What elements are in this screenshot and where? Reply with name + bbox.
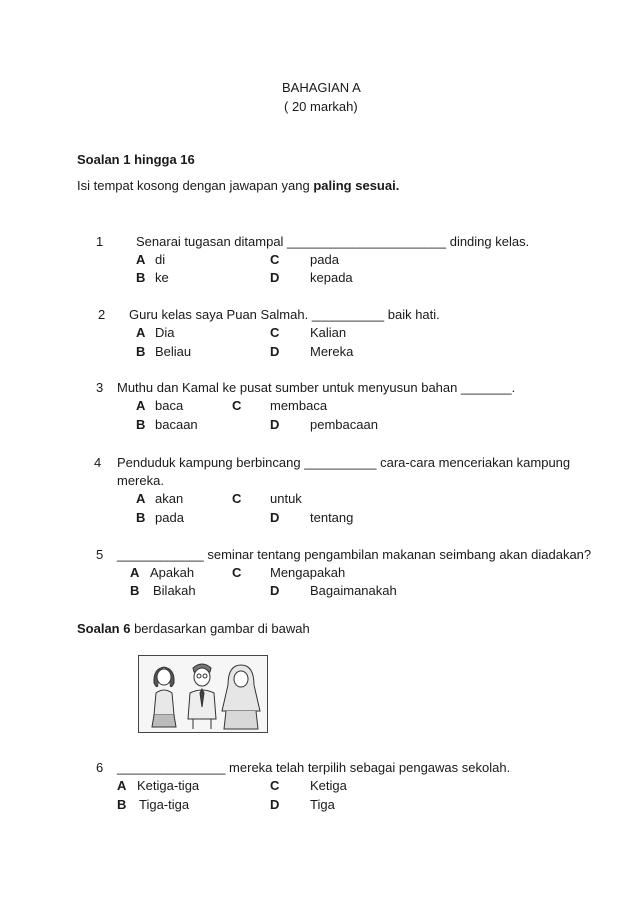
option-letter: D	[270, 417, 280, 432]
section-title: BAHAGIAN A	[282, 80, 361, 95]
question-number: 1	[96, 234, 104, 249]
option-text: Kalian	[310, 325, 347, 340]
instruction-prefix: Isi tempat kosong dengan jawapan yang	[77, 178, 314, 193]
option-letter: B	[136, 344, 146, 359]
option-letter: D	[270, 270, 280, 285]
option-letter: A	[130, 565, 140, 580]
question-number: 5	[96, 547, 104, 562]
question-text: Penduduk kampung berbincang __________ cara-cara menceriakan kampung	[117, 455, 571, 470]
option-text: baca	[155, 398, 184, 413]
option-text: Tiga-tiga	[139, 797, 190, 812]
option-text: kepada	[310, 270, 353, 285]
picture-question-instruction: berdasarkan gambar di bawah	[130, 621, 310, 636]
option-letter: A	[136, 491, 146, 506]
option-text: Ketiga-tiga	[137, 778, 200, 793]
question-text-continued: mereka.	[117, 473, 164, 488]
question-text: Muthu dan Kamal ke pusat sumber untuk menyusun bahan _______.	[117, 380, 516, 395]
option-letter: D	[270, 583, 280, 598]
option-text: bacaan	[155, 417, 198, 432]
question-text: ____________ seminar tentang pengambilan makanan seimbang akan diadakan?	[117, 547, 592, 562]
option-letter: C	[270, 252, 280, 267]
option-letter: A	[136, 252, 146, 267]
option-text: membaca	[270, 398, 328, 413]
option-letter: D	[270, 344, 280, 359]
option-letter: C	[270, 778, 280, 793]
option-text: pada	[310, 252, 339, 267]
option-text: Dia	[155, 325, 175, 340]
option-text: Beliau	[155, 344, 192, 359]
option-letter: B	[117, 797, 127, 812]
option-text: Apakah	[150, 565, 195, 580]
option-letter: D	[270, 510, 280, 525]
question-range-heading: Soalan 1 hingga 16	[77, 152, 195, 167]
option-text: Ketiga	[310, 778, 347, 793]
option-letter: C	[232, 491, 242, 506]
option-text: untuk	[270, 491, 302, 506]
question-number: 6	[96, 760, 104, 775]
option-letter: C	[232, 565, 242, 580]
option-letter: A	[117, 778, 127, 793]
option-letter: B	[136, 270, 146, 285]
option-letter: C	[232, 398, 242, 413]
option-text: ke	[155, 270, 169, 285]
question-number: 4	[94, 455, 102, 470]
question-text: _______________ mereka telah terpilih sebagai pengawas sekolah.	[117, 760, 511, 775]
option-text: Tiga	[310, 797, 335, 812]
question-number: 2	[98, 307, 106, 322]
question-text: Senarai tugasan ditampal ______________________ dinding kelas.	[136, 234, 530, 249]
option-letter: B	[136, 510, 146, 525]
instruction-text	[77, 178, 399, 193]
option-letter: A	[136, 325, 146, 340]
picture-question-heading	[77, 621, 310, 636]
option-text: Bilakah	[153, 583, 196, 598]
option-text: pada	[155, 510, 184, 525]
three-students-illustration	[138, 655, 268, 733]
option-text: tentang	[310, 510, 354, 525]
option-text: pembacaan	[310, 417, 378, 432]
option-text: di	[155, 252, 166, 267]
option-text: Mereka	[310, 344, 354, 359]
option-letter: B	[130, 583, 140, 598]
option-letter: D	[270, 797, 280, 812]
option-text: akan	[155, 491, 184, 506]
picture-question-label: Soalan 6	[77, 621, 131, 636]
instruction-emphasis: paling sesuai.	[313, 178, 400, 193]
question-number: 3	[96, 380, 104, 395]
marks-label: ( 20 markah)	[284, 99, 358, 114]
question-text: Guru kelas saya Puan Salmah. __________ baik hati.	[129, 307, 440, 322]
option-text: Mengapakah	[270, 565, 346, 580]
option-letter: C	[270, 325, 280, 340]
option-text: Bagaimanakah	[310, 583, 397, 598]
option-letter: A	[136, 398, 146, 413]
option-letter: B	[136, 417, 146, 432]
